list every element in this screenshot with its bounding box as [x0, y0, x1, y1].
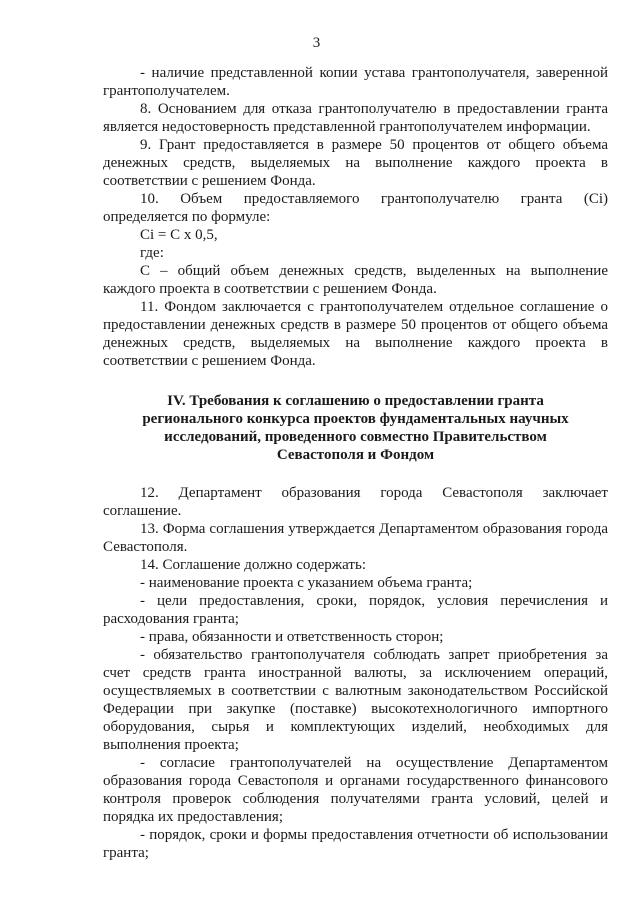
list-item-currency-ban: - обязательство грантополучателя соблюдать запрет приобретения за счет средств гранта иностранной валюты, за исключением операций, осуществляемых в соответствии с валютным законодательством Российской Федерации при закупке (поставке) высокотехнологичного импортного оборудования, сырья и комплектующих изделий, необходимых для выполнения проекта; — [103, 647, 608, 753]
heading-line: Севастополя и Фондом — [276, 447, 435, 463]
paragraph-12-department: 12. Департамент образования города Севастополя заключает соглашение. — [103, 485, 608, 519]
section-heading — [103, 392, 608, 464]
heading-line: исследований, проведенного совместно Правительством — [164, 429, 547, 445]
heading-line: IV. Требования к соглашению о предоставлении гранта — [167, 393, 544, 409]
paragraph-13-agreement-form: 13. Форма соглашения утверждается Департаментом образования города Севастополя. — [103, 521, 608, 555]
document-body — [103, 64, 608, 862]
list-item-consent: - согласие грантополучателей на осуществление Департаментом образования города Севастополя и органами государственного финансового контроля проверок соблюдения получателями гранта условий, целей и порядка их предоставления; — [103, 755, 608, 825]
paragraph-10-grant-volume: 10. Объем предоставляемого грантополучателю гранта (Ci) определяется по формуле: — [103, 191, 608, 225]
paragraph-11-agreement: 11. Фондом заключается с грантополучателем отдельное соглашение о предоставлении денежных средств в размере 50 процентов от общего объема денежных средств, выделяемых на выполнение каждого проекта в соответствии с решением Фонда. — [103, 299, 608, 369]
formula-line: Ci = C x 0,5, — [140, 227, 218, 243]
heading-line: регионального конкурса проектов фундаментальных научных — [142, 411, 569, 427]
paragraph-14-agreement-contents: 14. Соглашение должно содержать: — [140, 557, 366, 573]
formula-where: где: — [140, 245, 164, 261]
list-item-reporting: - порядок, сроки и формы предоставления отчетности об использовании гранта; — [103, 827, 608, 861]
list-item-project-name: - наименование проекта с указанием объема гранта; — [140, 575, 473, 591]
paragraph-8-refusal-reason: 8. Основанием для отказа грантополучателю в предоставлении гранта является недостоверность представленной грантополучателем информации. — [103, 101, 608, 135]
list-item-rights: - права, обязанности и ответственность сторон; — [140, 629, 444, 645]
paragraph-9-grant-size: 9. Грант предоставляется в размере 50 процентов от общего объема денежных средств, выделяемых на выполнение каждого проекта в соответствии с решением Фонда. — [103, 137, 608, 189]
paragraph-charter-copy: - наличие представленной копии устава грантополучателя, заверенной грантополучателем. — [103, 65, 608, 99]
page-number: 3 — [312, 35, 321, 51]
list-item-goals: - цели предоставления, сроки, порядок, условия перечисления и расходования гранта; — [103, 593, 608, 627]
formula-definition: С – общий объем денежных средств, выделенных на выполнение каждого проекта в соответствии с решением Фонда. — [103, 263, 608, 297]
